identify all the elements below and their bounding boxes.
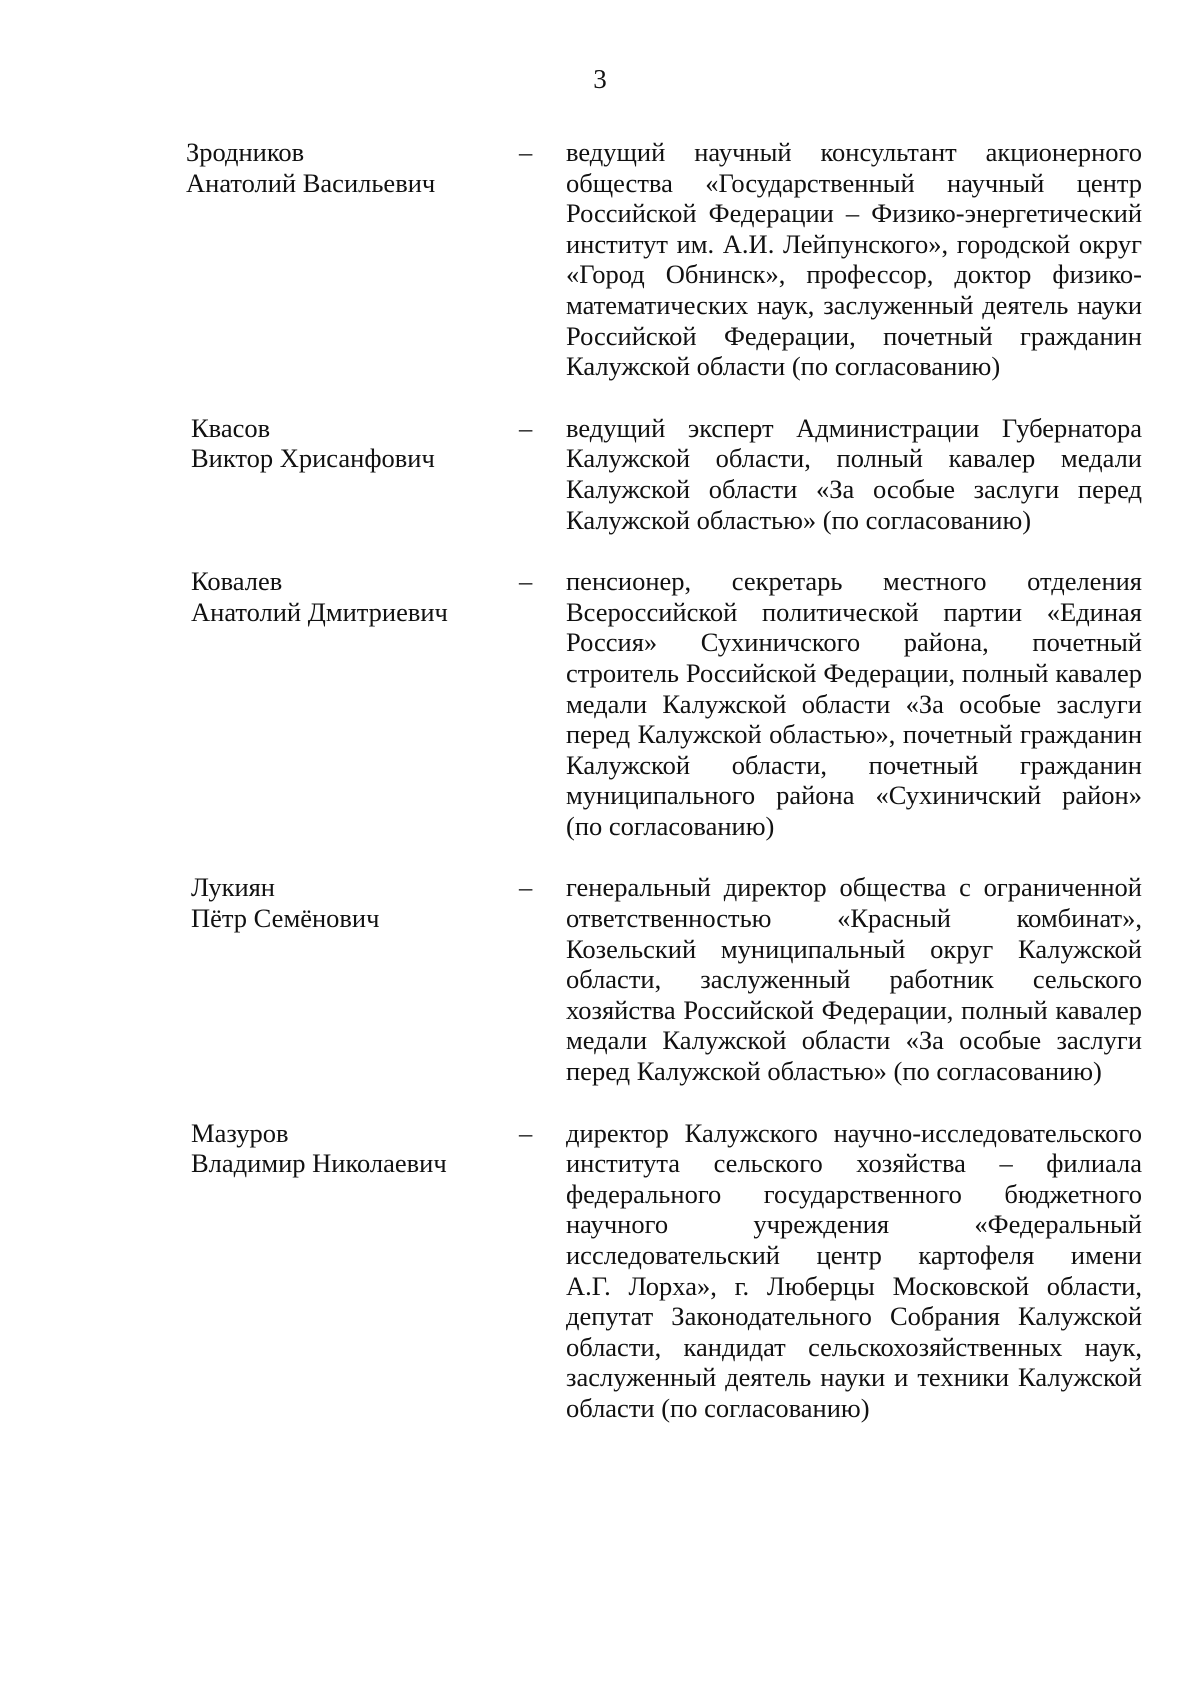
member-list [0, 137, 1200, 1424]
member-dash: – [519, 137, 533, 167]
description-line: Всероссийской политической партии «Единая [566, 596, 1142, 627]
member-name [186, 137, 486, 198]
member-surname: Зродников [186, 137, 305, 167]
description-line: исследовательский центр картофеля имени [566, 1240, 1142, 1270]
member-surname: Мазуров [191, 1117, 289, 1148]
member-given-names: Виктор Хрисанфович [191, 443, 435, 474]
description-line: строитель Российской Федерации, полный кавалер [566, 657, 1142, 688]
description-line: муниципального района «Сухиничский район» [566, 780, 1142, 811]
member-name [191, 413, 491, 474]
description-line: Калужской области (по согласованию) [566, 351, 1001, 382]
description-line: федерального государственного бюджетного [566, 1178, 1142, 1209]
description-line: Козельский муниципальный округ Калужской [566, 933, 1142, 964]
description-line: ведущий эксперт Администрации Губернатора [566, 412, 1142, 443]
member-entry [0, 413, 1200, 535]
description-line: общества «Государственный научный центр [566, 167, 1142, 198]
description-line: Калужской области, полный кавалер медали [566, 443, 1142, 474]
description-line: научного учреждения «Федеральный [566, 1209, 1142, 1240]
description-line: Россия» Сухиничского района, почетный [566, 627, 1142, 658]
description-line: хозяйства Российской Федерации, полный кавалер [566, 994, 1142, 1025]
member-entry [0, 872, 1200, 1086]
description-line: Калужской области, почетный гражданин [566, 749, 1142, 780]
description-line: медали Калужской области «За особые заслуги [566, 1025, 1142, 1056]
description-line: перед Калужской областью» (по согласованию) [566, 1056, 1102, 1087]
description-line: директор Калужского научно-исследовательского [566, 1117, 1142, 1148]
member-entry [0, 566, 1200, 841]
description-line: Российской Федерации, почетный гражданин [566, 320, 1142, 351]
member-dash: – [519, 412, 533, 443]
description-line: области, заслуженный работник сельского [566, 964, 1142, 995]
description-line: генеральный директор общества с ограниченной [566, 872, 1142, 903]
description-line: «Город Обнинск», профессор, доктор физико- [566, 259, 1142, 290]
member-description [566, 566, 1142, 841]
member-surname: Лукиян [191, 872, 275, 903]
page-number: 3 [593, 64, 607, 94]
member-surname: Квасов [191, 412, 271, 443]
description-line: депутат Законодательного Собрания Калужской [566, 1301, 1142, 1332]
member-given-names: Анатолий Дмитриевич [191, 596, 448, 627]
description-line: Российской Федерации – Физико-энергетический [566, 198, 1142, 229]
member-given-names: Анатолий Васильевич [186, 167, 436, 198]
description-line: медали Калужской области «За особые заслуги [566, 688, 1142, 719]
description-line: Калужской области «За особые заслуги перед [566, 473, 1142, 504]
description-line: Калужской областью» (по согласованию) [566, 504, 1032, 535]
member-entry [0, 137, 1200, 382]
description-line: математических наук, заслуженный деятель науки [566, 289, 1142, 320]
member-name [191, 566, 491, 627]
member-dash: – [519, 1117, 533, 1148]
member-entry [0, 1118, 1200, 1424]
member-surname: Ковалев [191, 566, 283, 597]
member-description [566, 413, 1142, 535]
member-description [566, 137, 1142, 382]
member-description [566, 872, 1142, 1086]
description-line: (по согласованию) [566, 810, 775, 841]
description-line: области (по согласованию) [566, 1392, 870, 1423]
member-description [566, 1118, 1142, 1424]
member-dash: – [519, 566, 533, 597]
description-line: пенсионер, секретарь местного отделения [566, 566, 1142, 597]
description-line: институт им. А.И. Лейпунского», городской округ [566, 228, 1142, 259]
description-line: заслуженный деятель науки и техники Калужской [566, 1362, 1142, 1393]
member-given-names: Пётр Семёнович [191, 903, 380, 934]
description-line: области, кандидат сельскохозяйственных наук, [566, 1331, 1142, 1362]
description-line: перед Калужской областью», почетный гражданин [566, 719, 1142, 750]
description-line: А.Г. Лорха», г. Люберцы Московской области, [566, 1270, 1142, 1301]
member-given-names: Владимир Николаевич [191, 1148, 447, 1179]
description-line: ответственностью «Красный комбинат», [566, 903, 1142, 934]
description-line: института сельского хозяйства – филиала [566, 1148, 1142, 1179]
member-name [191, 1118, 491, 1179]
description-line: ведущий научный консультант акционерного [566, 137, 1142, 167]
member-name [191, 872, 491, 933]
member-dash: – [519, 872, 533, 903]
